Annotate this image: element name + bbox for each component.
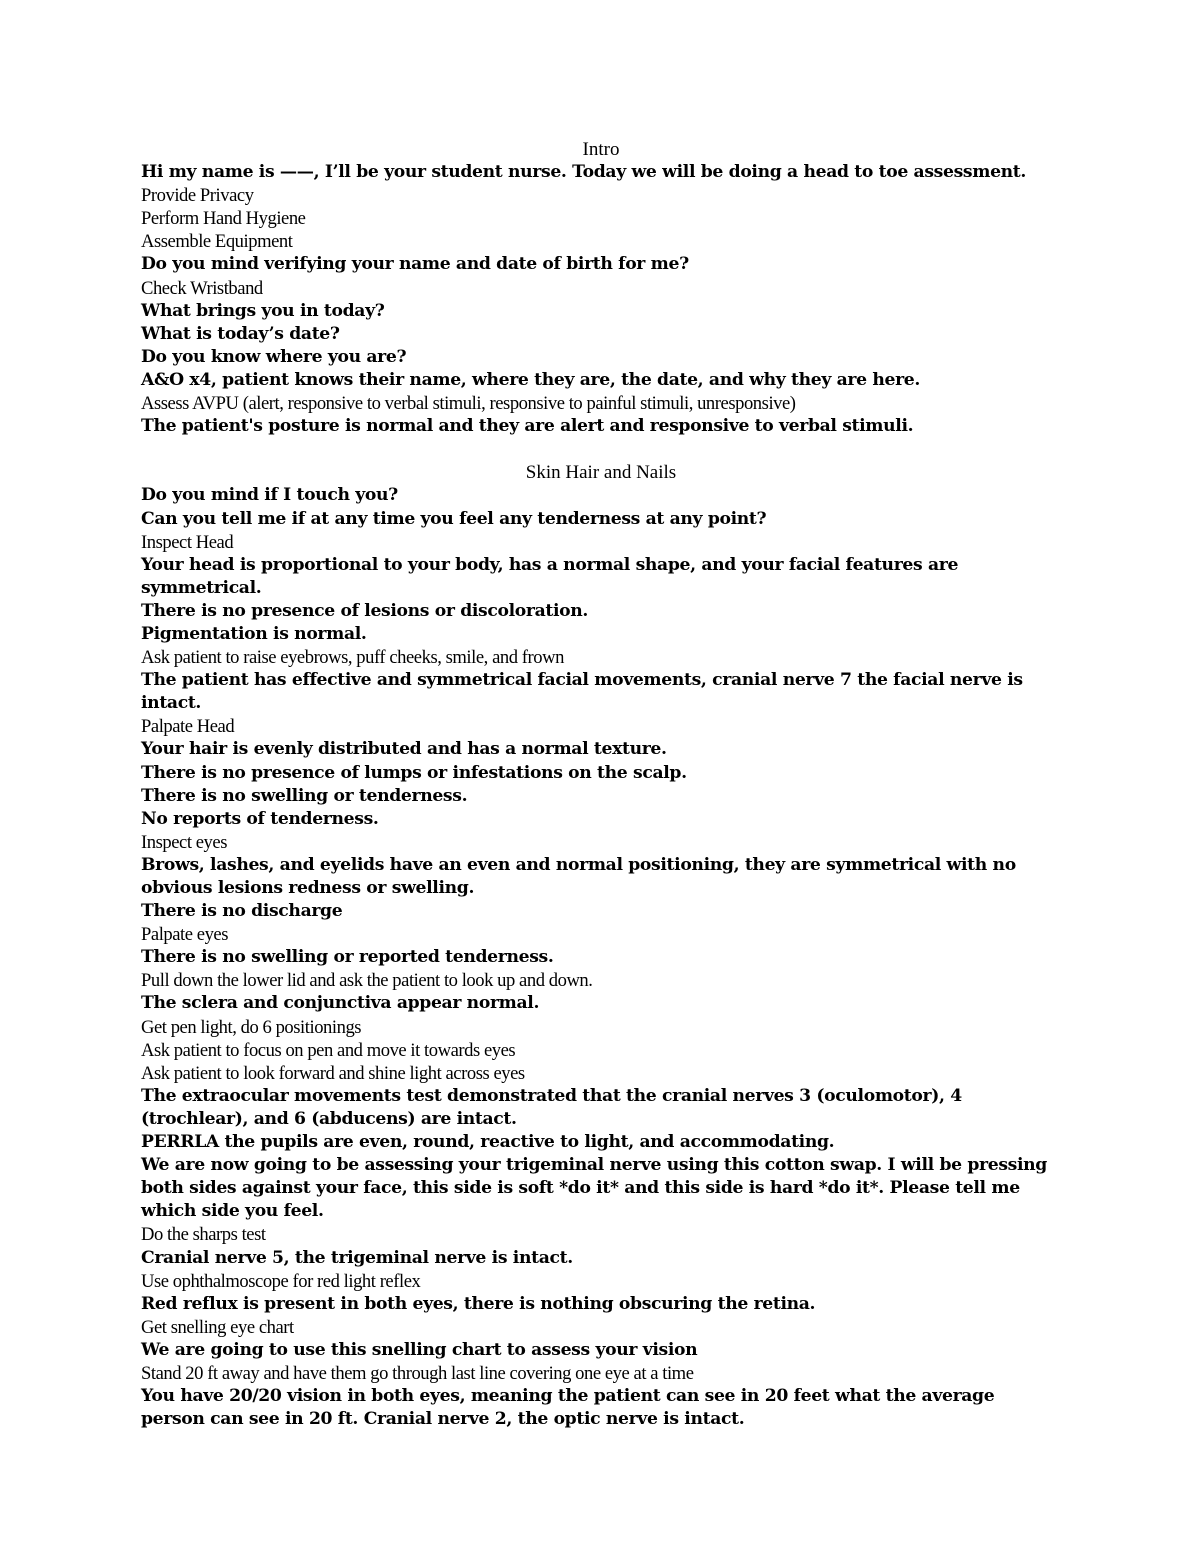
script-statement: Brows, lashes, and eyelids have an even and normal positioning, they are symmetrical with no obvious lesions redness or swelling. bbox=[141, 854, 1016, 898]
procedure-step: Ask patient to focus on pen and move it towards eyes bbox=[141, 1039, 516, 1061]
script-statement: Do you know where you are? bbox=[141, 346, 407, 367]
script-statement: Your head is proportional to your body, has a normal shape, and your facial features are symmetrical. bbox=[141, 554, 959, 598]
script-statement: Can you tell me if at any time you feel any tenderness at any point? bbox=[141, 508, 767, 529]
script-statement: Do you mind verifying your name and date of birth for me? bbox=[141, 254, 689, 275]
script-statement: What brings you in today? bbox=[141, 300, 385, 321]
procedure-step: Inspect Head bbox=[141, 531, 234, 553]
procedure-step: Ask patient to raise eyebrows, puff cheeks, smile, and frown bbox=[141, 647, 564, 669]
section-heading-skin-hair-nails: Skin Hair and Nails bbox=[525, 462, 677, 484]
procedure-step: Provide Privacy bbox=[141, 185, 254, 207]
procedure-step: Do the sharps test bbox=[141, 1224, 266, 1246]
script-statement: Hi my name is ——, I’ll be your student nurse. Today we will be doing a head to toe assessment. bbox=[141, 162, 1027, 183]
script-statement: The extraocular movements test demonstrated that the cranial nerves 3 (oculomotor), 4 (trochlear), and 6 (abducens) are intact. bbox=[141, 1085, 962, 1129]
procedure-step: Pull down the lower lid and ask the patient to look up and down. bbox=[141, 970, 593, 992]
procedure-step: Palpate Head bbox=[141, 716, 235, 738]
procedure-step: Use ophthalmoscope for red light reflex bbox=[141, 1270, 421, 1292]
procedure-step: Ask patient to look forward and shine light across eyes bbox=[141, 1062, 525, 1084]
section-heading-intro: Intro bbox=[582, 139, 620, 160]
script-statement: No reports of tenderness. bbox=[141, 808, 379, 829]
script-statement: There is no presence of lesions or discoloration. bbox=[141, 600, 589, 621]
procedure-step: Check Wristband bbox=[141, 277, 263, 299]
script-statement: You have 20/20 vision in both eyes, meaning the patient can see in 20 feet what the average person can see in 20 ft. Cranial nerve 2, the optic nerve is intact. bbox=[141, 1386, 995, 1430]
script-statement: Cranial nerve 5, the trigeminal nerve is intact. bbox=[141, 1247, 573, 1268]
script-statement: Your hair is evenly distributed and has a normal texture. bbox=[141, 739, 667, 760]
script-statement: The sclera and conjunctiva appear normal. bbox=[141, 993, 540, 1014]
script-statement: We are now going to be assessing your trigeminal nerve using this cotton swap. I will be pressing both sides against your face, this side is soft *do it* and this side is hard *do it*. Please tell me which side you feel. bbox=[141, 1155, 1047, 1222]
script-statement: The patient has effective and symmetrical facial movements, cranial nerve 7 the facial nerve is intact. bbox=[141, 670, 1023, 714]
script-statement: Do you mind if I touch you? bbox=[141, 485, 398, 506]
script-statement: Red reflux is present in both eyes, there is nothing obscuring the retina. bbox=[141, 1293, 816, 1314]
script-statement: There is no presence of lumps or infestations on the scalp. bbox=[141, 762, 687, 783]
intro-section bbox=[141, 161, 1061, 438]
script-statement: There is no swelling or tenderness. bbox=[141, 785, 468, 806]
procedure-step: Perform Hand Hygiene bbox=[141, 208, 306, 230]
section-spacer bbox=[141, 438, 1061, 461]
script-statement: There is no discharge bbox=[141, 901, 343, 922]
script-statement: Pigmentation is normal. bbox=[141, 623, 367, 644]
script-statement: What is today’s date? bbox=[141, 323, 340, 344]
procedure-step: Stand 20 ft away and have them go through last line covering one eye at a time bbox=[141, 1362, 694, 1384]
script-statement: PERRLA the pupils are even, round, reactive to light, and accommodating. bbox=[141, 1132, 835, 1153]
procedure-step: Palpate eyes bbox=[141, 924, 229, 946]
skin-hair-nails-section bbox=[141, 484, 1061, 1431]
procedure-step: Inspect eyes bbox=[141, 831, 227, 853]
procedure-step: Get pen light, do 6 positionings bbox=[141, 1016, 362, 1038]
script-statement: The patient's posture is normal and they are alert and responsive to verbal stimuli. bbox=[141, 416, 914, 437]
script-statement: There is no swelling or reported tenderness. bbox=[141, 947, 554, 968]
script-statement: We are going to use this snelling chart to assess your vision bbox=[141, 1339, 698, 1360]
procedure-step: Assemble Equipment bbox=[141, 231, 293, 253]
procedure-step: Get snelling eye chart bbox=[141, 1316, 294, 1338]
procedure-step: Assess AVPU (alert, responsive to verbal stimuli, responsive to painful stimuli, unresponsive) bbox=[141, 393, 796, 415]
script-statement: A&O x4, patient knows their name, where they are, the date, and why they are here. bbox=[141, 369, 920, 390]
document-page bbox=[141, 138, 1061, 1431]
